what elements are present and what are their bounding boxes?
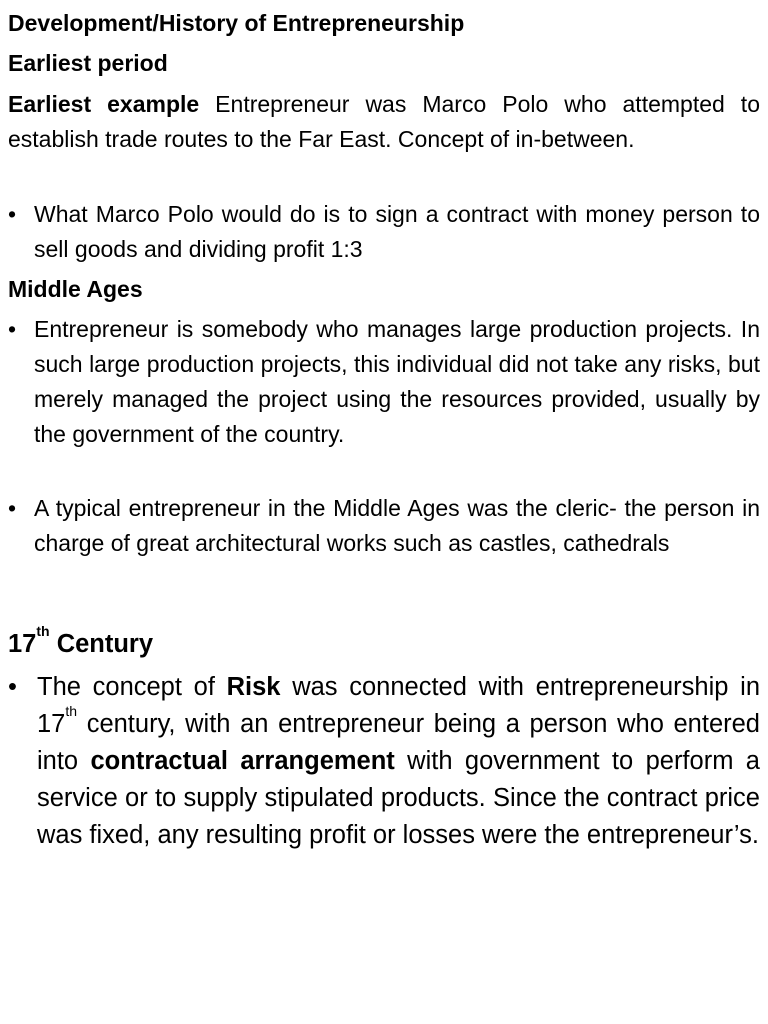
bullet-marco-polo <box>8 197 760 267</box>
keyword-risk: Risk <box>226 673 281 701</box>
heading-superscript: th <box>36 623 50 639</box>
bullet-middle-ages-2 <box>8 491 760 561</box>
century-superscript: th <box>65 703 78 719</box>
earliest-paragraph <box>8 87 760 157</box>
bullet-text: A typical entrepreneur in the Middle Ages was the cleric- the person in charge of great architectural works such as castles, cathedrals <box>34 495 760 556</box>
bullet-dot: • <box>8 316 17 342</box>
bullet-dot: • <box>8 673 17 701</box>
heading-rest: Century <box>49 630 154 658</box>
bullet-text-1: The concept of <box>37 673 227 701</box>
bullet-middle-ages-1 <box>8 312 760 452</box>
bullet-text: Entrepreneur is somebody who manages large production projects. In such large production projects, this individual did not take any risks, but merely managed the project using the resources provided, usually by the government of the country. <box>34 316 760 447</box>
slide-bottom <box>0 622 768 1024</box>
heading-middle-ages: Middle Ages <box>8 276 143 302</box>
bullet-text-4: with government to perform a service or to supply stipulated products. Since the contract price was fixed, any resulting profit or losses were the entrepreneur’s. <box>37 747 760 849</box>
earliest-text: Entrepreneur was Marco Polo who attempted to establish trade routes to the Far East. Concept of in-between. <box>8 91 760 152</box>
keyword-contractual-arrangement: contractual arrangement <box>90 747 395 775</box>
page-title: Development/History of Entrepreneurship <box>8 10 465 36</box>
heading-earliest-period: Earliest period <box>8 50 168 76</box>
bullet-dot: • <box>8 495 17 521</box>
bullet-text: What Marco Polo would do is to sign a contract with money person to sell goods and dividing profit 1:3 <box>34 201 760 262</box>
bullet-17th-century <box>8 669 760 854</box>
heading-number: 17 <box>8 630 37 658</box>
bullet-dot: • <box>8 201 17 227</box>
bullet-text-3: century, with an entrepreneur being a person who entered into <box>37 710 760 775</box>
bullet-text-2: was connected with entrepreneurship in 17 <box>37 673 761 738</box>
heading-17th-century <box>8 623 154 663</box>
earliest-lead: Earliest example <box>8 91 200 117</box>
